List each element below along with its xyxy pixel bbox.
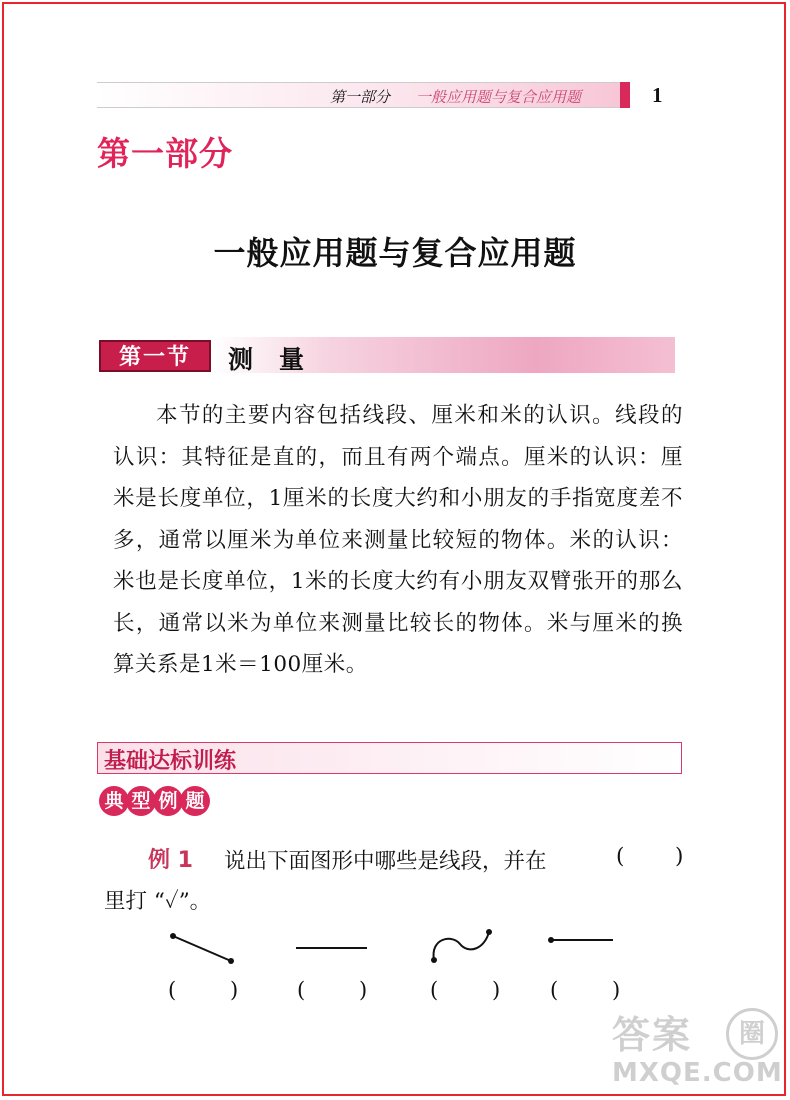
main-title: 一般应用题与复合应用题 <box>213 234 577 272</box>
figure-segment-diagonal <box>170 933 234 964</box>
page-number: 1 <box>652 83 663 107</box>
answer-paren-open: ( <box>430 978 439 1002</box>
watermark-circle-icon: 圈 <box>726 1008 778 1060</box>
answer-paren-close: ) <box>492 978 501 1002</box>
figures-svg <box>0 920 790 980</box>
section-label: 第一节 <box>99 340 211 372</box>
running-header-accent-bar <box>620 82 630 108</box>
training-heading: 基础达标训练 <box>104 748 237 774</box>
question-paren-close: ) <box>675 844 684 869</box>
example-label: 例 1 <box>148 848 193 873</box>
figure-row <box>0 920 790 1010</box>
typical-example-char: 例 <box>153 786 183 816</box>
example-question-line-2: 里打 “✓”。 <box>104 889 212 914</box>
answer-paren-close: ) <box>359 978 368 1002</box>
answer-paren-open: ( <box>168 978 177 1002</box>
answer-paren-close: ) <box>612 978 621 1002</box>
typical-example-char: 典 <box>99 786 129 816</box>
answer-paren-open: ( <box>297 978 306 1002</box>
running-header-part: 第一部分 <box>330 88 391 106</box>
section-title: 测量 <box>228 345 331 374</box>
typical-example-char: 题 <box>180 786 210 816</box>
answer-paren-close: ) <box>230 978 239 1002</box>
typical-example-badge <box>99 786 207 818</box>
figure-curve <box>431 929 492 963</box>
question-paren-open: ( <box>616 844 625 869</box>
running-header-topic: 一般应用题与复合应用题 <box>416 88 582 106</box>
example-question-line-1: 说出下面图形中哪些是线段，并在 <box>224 849 547 874</box>
body-paragraph: 本节的主要内容包括线段、厘米和米的认识。线段的认识：其特征是直的，而且有两个端点。厘米的认识：厘米是长度单位，1厘米的长度大约和小朋友的手指宽度差不多，通常以厘米为单位来测量比较短的物体。米的认识：米也是长度单位，1米的长度大约有小朋友双臂张开的那么长，通常以米为单位来测量比较长的物体。米与厘米的换算关系是1米＝100厘米。 <box>113 403 683 677</box>
figure-ray <box>548 937 613 943</box>
typical-example-char: 型 <box>126 786 156 816</box>
watermark-top: 答案 <box>612 1013 693 1057</box>
watermark-bottom: MXQE.COM <box>612 1058 783 1088</box>
answer-paren-open: ( <box>550 978 559 1002</box>
part-title: 第一部分 <box>97 134 233 173</box>
watermark <box>606 1000 786 1096</box>
